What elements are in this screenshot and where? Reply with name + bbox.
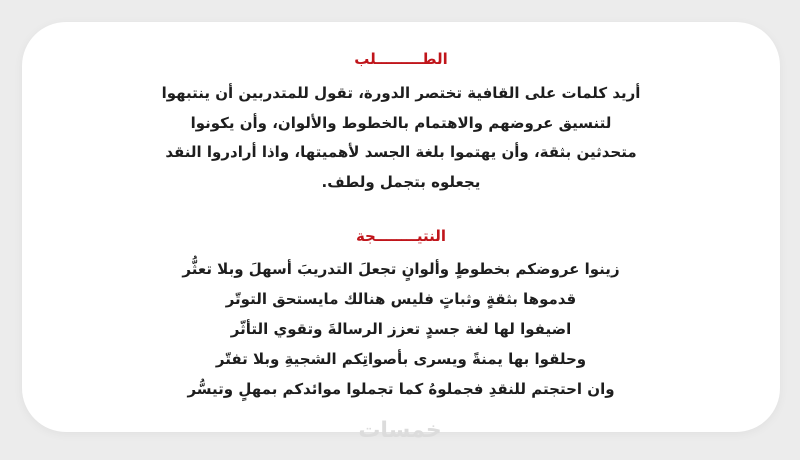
result-heading: النتيــــــــجة: [355, 227, 447, 245]
content-card: [22, 22, 780, 432]
request-heading: الطـــــــــلب: [354, 50, 448, 68]
request-line: متحدثين بثقة، وأن يهتموا بلغة الجسد لأهميتها، واذا أرادروا النقد: [165, 143, 637, 161]
poem-line: وان احتجتم للنقدِ فجملوهُ كما تجملوا موائدكم بمهلٍ وتيسُّر: [187, 380, 615, 398]
poem-line: قدموها بثقةٍ وثباتٍ فليس هنالك مايستحق التوتّر: [225, 290, 577, 308]
poem-line: اضيفوا لها لغة جسدٍ تعزز الرسالةَ وتقوي التأثّر: [230, 320, 572, 338]
request-section: [22, 49, 780, 197]
poem-line: وحلقوا بها يمنةً ويسرى بأصواتِكم الشجيةِ وبلا تفتّر: [215, 350, 587, 368]
request-line: لتنسيق عروضهم والاهتمام بالخطوط والألوان، وأن يكونوا: [190, 113, 612, 132]
watermark-logo: خمسات: [358, 418, 442, 443]
request-line: يجعلوه بتجمل ولطف.: [321, 172, 481, 191]
poem-line: زينوا عروضكم بخطوطٍ وألوانٍ تجعلَ التدريبَ أسهلَ وبلا تعثُّر: [182, 260, 620, 278]
result-section: [22, 226, 780, 404]
request-line: أريد كلمات على القافية تختصر الدورة، تقول للمتدربين أن ينتبهوا: [161, 84, 641, 102]
